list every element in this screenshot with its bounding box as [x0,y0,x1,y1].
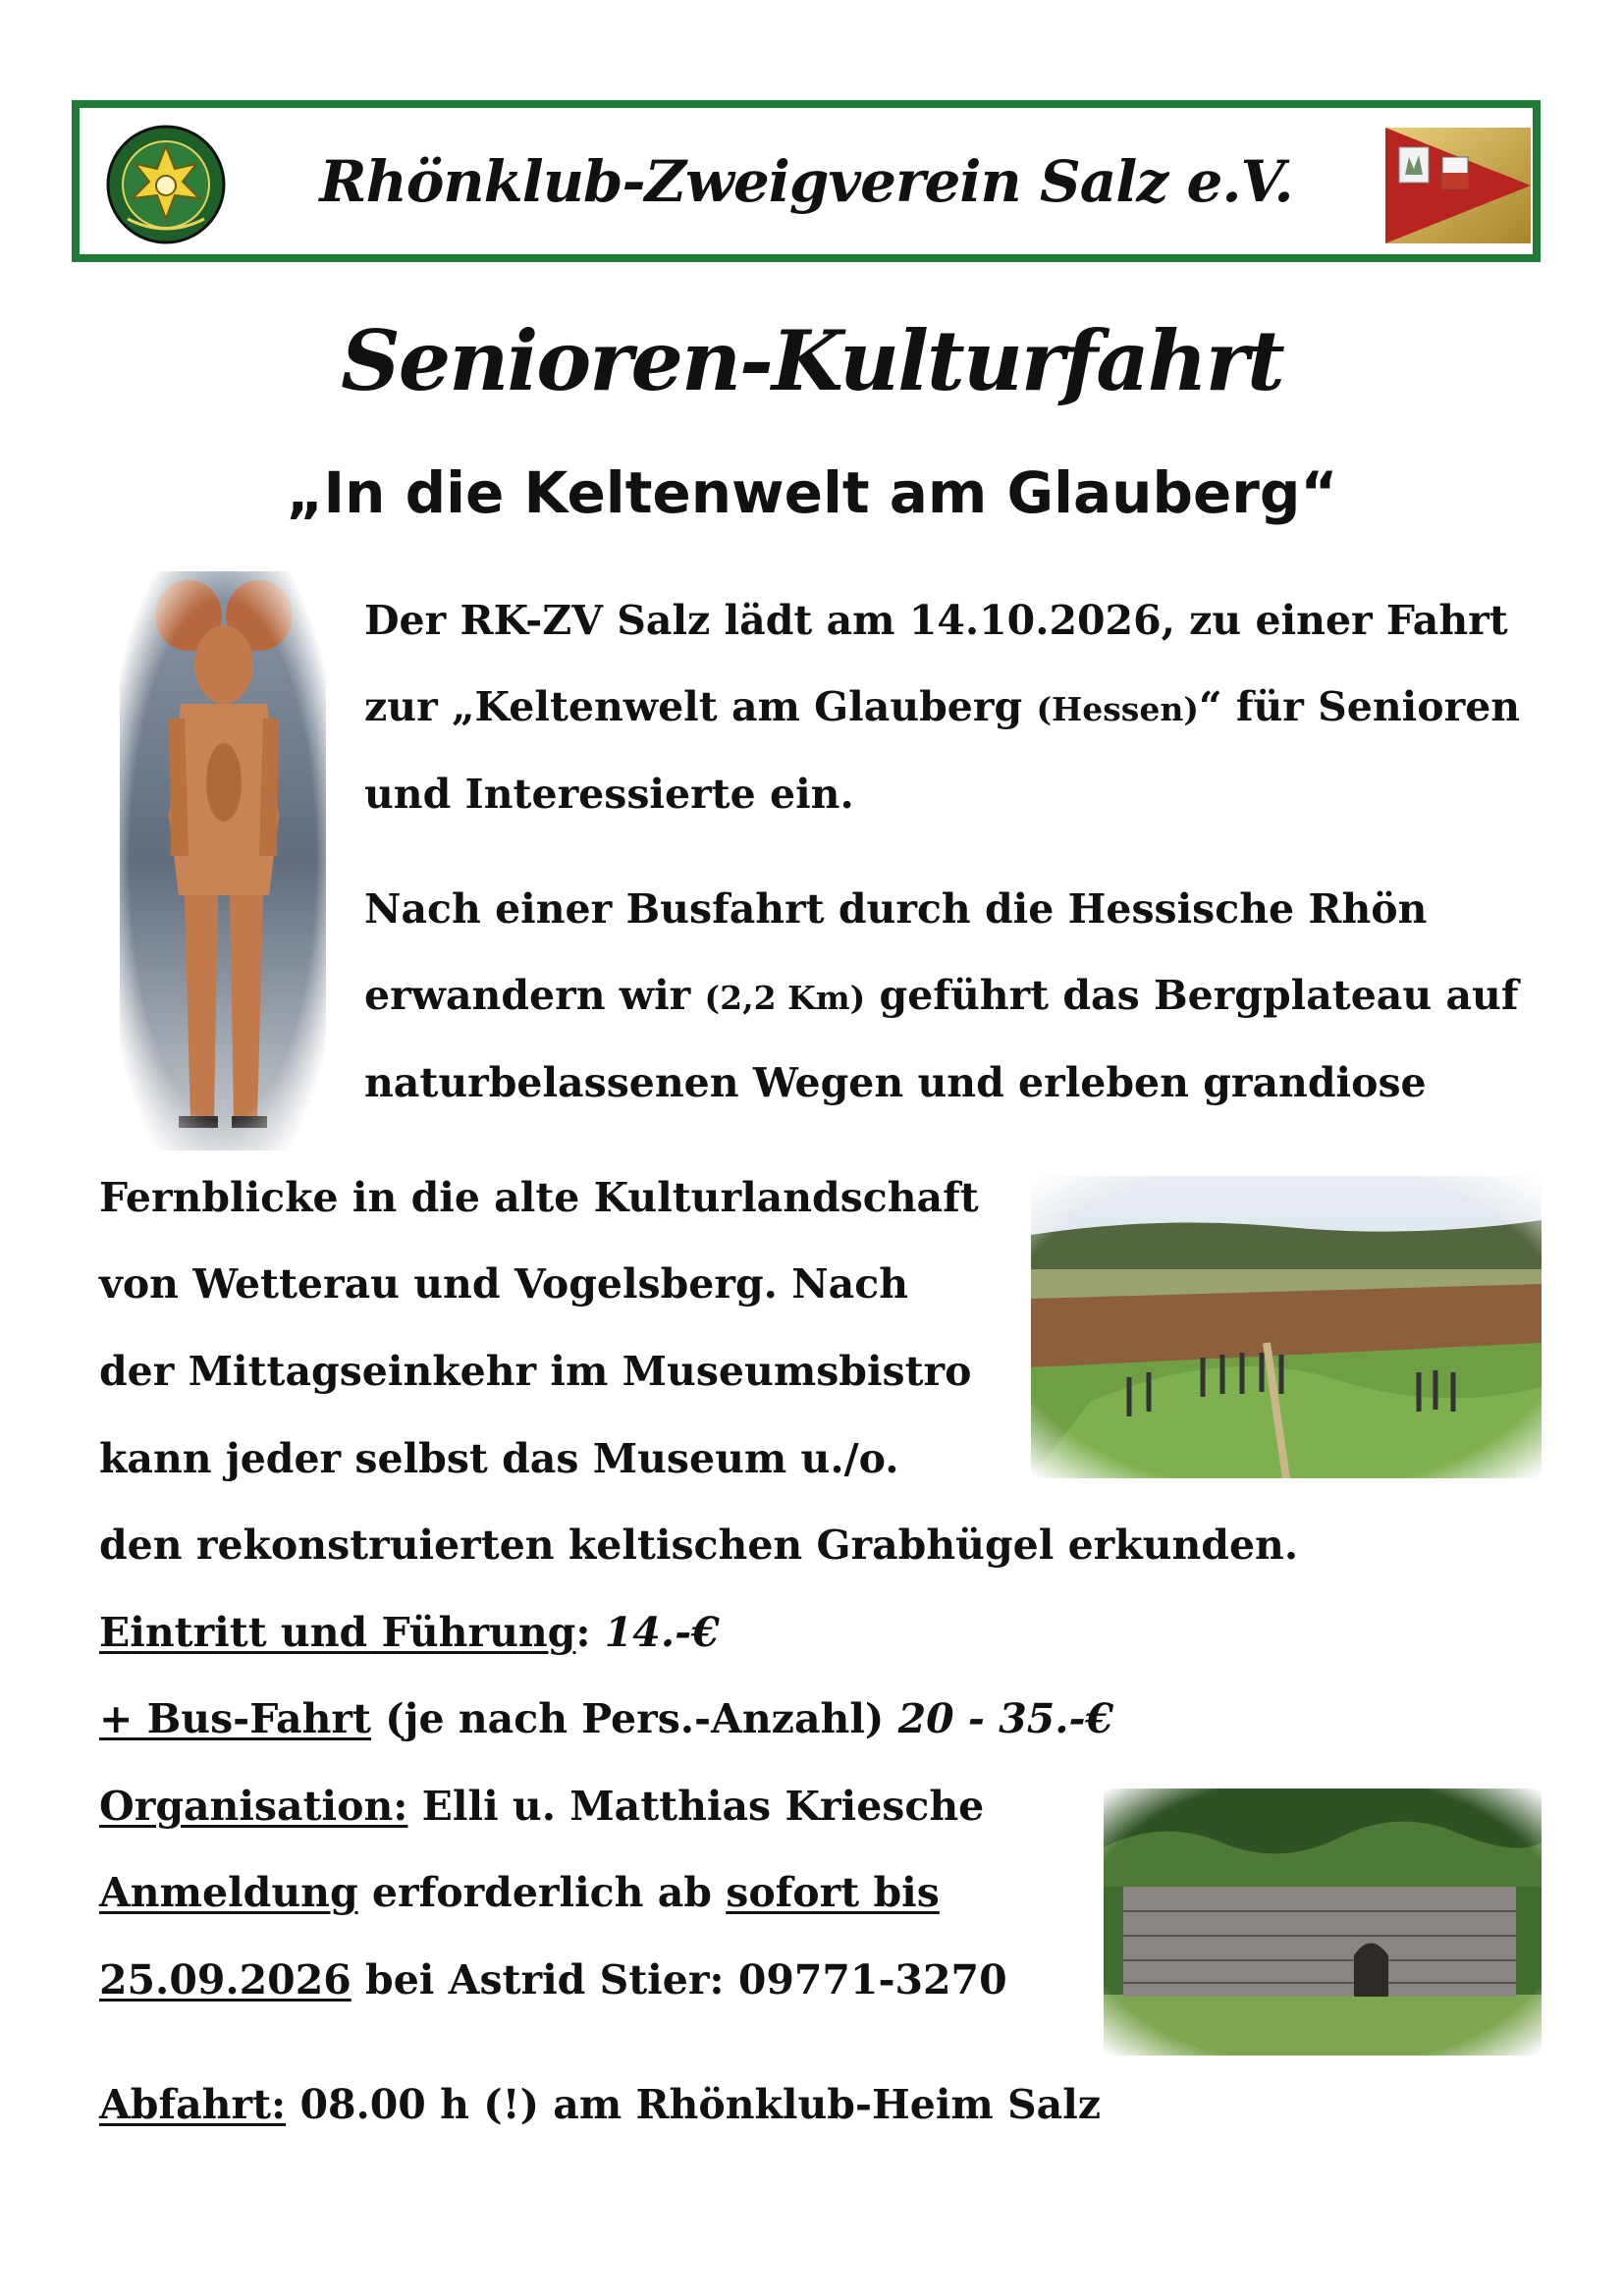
registration-text: erforderlich ab [357,1869,727,1916]
organisation-line [99,1783,985,1830]
desc-line-3: naturbelassenen Wegen und erleben grandiose [364,1059,1427,1106]
entry-fee-line [99,1609,720,1656]
organisation-label: Organisation: [99,1783,408,1830]
intro-line-2-a: zur „Keltenwelt am Glauberg [364,683,1037,730]
intro-line-2-region: (Hessen) [1036,690,1199,728]
desc-line-1: Nach einer Busfahrt durch die Hessische Rhön [364,885,1428,933]
desc-line-4: Fernblicke in die alte Kulturlandschaft [99,1174,979,1221]
intro-line-1: Der RK-ZV Salz lädt am 14.10.2026, zu einer Fahrt [364,597,1508,644]
desc-line-6: der Mittagseinkehr im Museumsbistro [99,1348,972,1395]
registration-contact: bei Astrid Stier: 09771-3270 [351,1956,1007,2003]
page-title: Senioren-Kulturfahrt [341,312,1283,409]
bus-fee-note: (je nach Pers.-Anzahl) [370,1695,898,1742]
page-subtitle: „In die Keltenwelt am Glauberg“ [286,459,1338,526]
bus-fee-price: 20 - 35.-€ [897,1695,1114,1742]
intro-line-3: und Interessierte ein. [364,771,854,818]
header-banner [72,100,1541,262]
glauberg-landscape-photo [1031,1176,1542,1478]
registration-label: Anmeldung [99,1869,358,1916]
registration-deadline-line [99,1956,1007,2003]
stone-wall-photo [1104,1789,1542,2056]
desc-line-5: von Wetterau und Vogelsberg. Nach [99,1260,909,1308]
bus-fee-label: + Bus-Fahrt [99,1695,371,1742]
registration-date: 25.09.2026 [99,1956,352,2003]
bus-fee-line [99,1695,1114,1742]
desc-line-8: den rekonstruierten keltischen Grabhügel erkunden. [99,1522,1299,1569]
desc-line-2 [364,972,1519,1019]
departure-line [99,2081,1102,2128]
registration-until: sofort bis [726,1869,940,1916]
desc-line-2-a: erwandern wir [364,972,705,1019]
salz-pennant-icon [1385,128,1531,243]
rhoenklub-emblem-icon [106,125,226,244]
entry-fee-label: Eintritt und Führung [99,1609,576,1656]
intro-line-2-c: “ für Senioren [1199,683,1521,730]
departure-value: 08.00 h (!) am Rhönklub-Heim Salz [286,2081,1102,2128]
departure-label: Abfahrt: [99,2081,287,2128]
organisation-value: Elli u. Matthias Kriesche [407,1783,985,1830]
celtic-statue-photo [120,571,326,1150]
entry-fee-colon: : [575,1609,605,1656]
club-name: Rhönklub-Zweigverein Salz e.V. [319,147,1293,215]
entry-fee-price: 14.-€ [604,1609,720,1656]
intro-line-2 [364,683,1521,730]
desc-line-2-c: geführt das Bergplateau auf [865,972,1519,1019]
desc-line-2-distance: (2,2 Km) [704,979,866,1017]
desc-line-7: kann jeder selbst das Museum u./o. [99,1435,899,1482]
registration-line [99,1869,940,1916]
